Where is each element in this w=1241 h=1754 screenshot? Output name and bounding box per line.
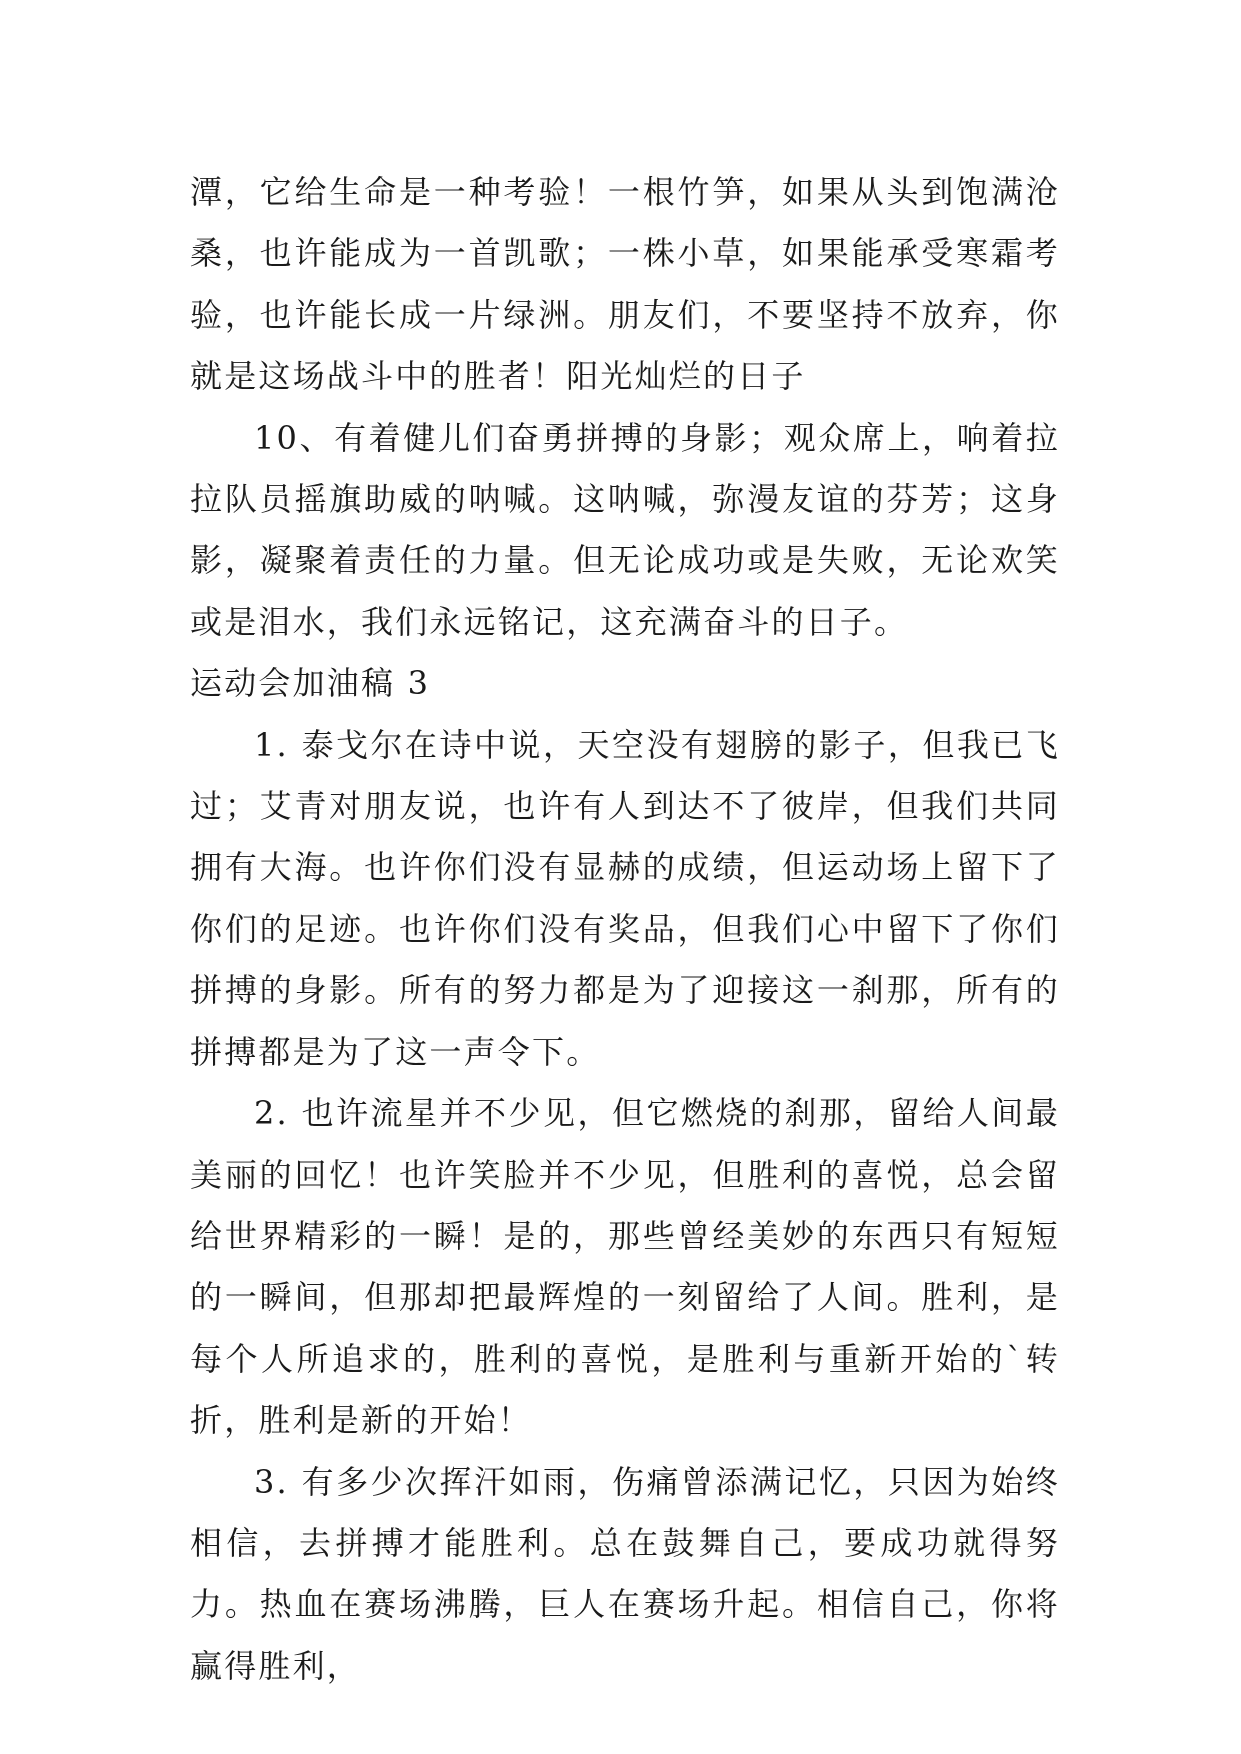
paragraph-item-3: 3. 有多少次挥汗如雨，伤痛曾添满记忆，只因为始终相信，去拼搏才能胜利。总在鼓舞自己，要成功就得努力。热血在赛场沸腾，巨人在赛场升起。相信自己，你将赢得胜利， <box>190 1462 1060 1685</box>
paragraph-item-1: 1. 泰戈尔在诗中说，天空没有翅膀的影子，但我已飞过；艾青对朋友说，也许有人到达不了彼岸，但我们共同拥有大海。也许你们没有显赫的成绩，但运动场上留下了你们的足迹。也许你们没有奖品，但我们心中留下了你们拼搏的身影。所有的努力都是为了迎接这一刹那，所有的拼搏都是为了这一声令下。 <box>190 725 1060 1071</box>
paragraph-item-10: 10、有着健儿们奋勇拼搏的身影；观众席上，响着拉拉队员摇旗助威的呐喊。这呐喊，弥漫友谊的芬芳；这身影，凝聚着责任的力量。但无论成功或是失败，无论欢笑或是泪水，我们永远铭记，这充满奋斗的日子。 <box>190 418 1060 641</box>
document-body <box>190 162 1060 1697</box>
paragraph-continuation: 潭，它给生命是一种考验！一根竹笋，如果从头到饱满沧桑，也许能成为一首凯歌；一株小草，如果能承受寒霜考验，也许能长成一片绿洲。朋友们，不要坚持不放弃，你就是这场战斗中的胜者！阳光灿烂的日子 <box>190 173 1060 396</box>
paragraph-item-2: 2. 也许流星并不少见，但它燃烧的刹那，留给人间最美丽的回忆！也许笑脸并不少见，但胜利的喜悦，总会留给世界精彩的一瞬！是的，那些曾经美妙的东西只有短短的一瞬间，但那却把最辉煌的一刻留给了人间。胜利，是每个人所追求的，胜利的喜悦，是胜利与重新开始的`转折，胜利是新的开始！ <box>190 1094 1060 1440</box>
section-heading: 运动会加油稿 3 <box>190 664 431 703</box>
